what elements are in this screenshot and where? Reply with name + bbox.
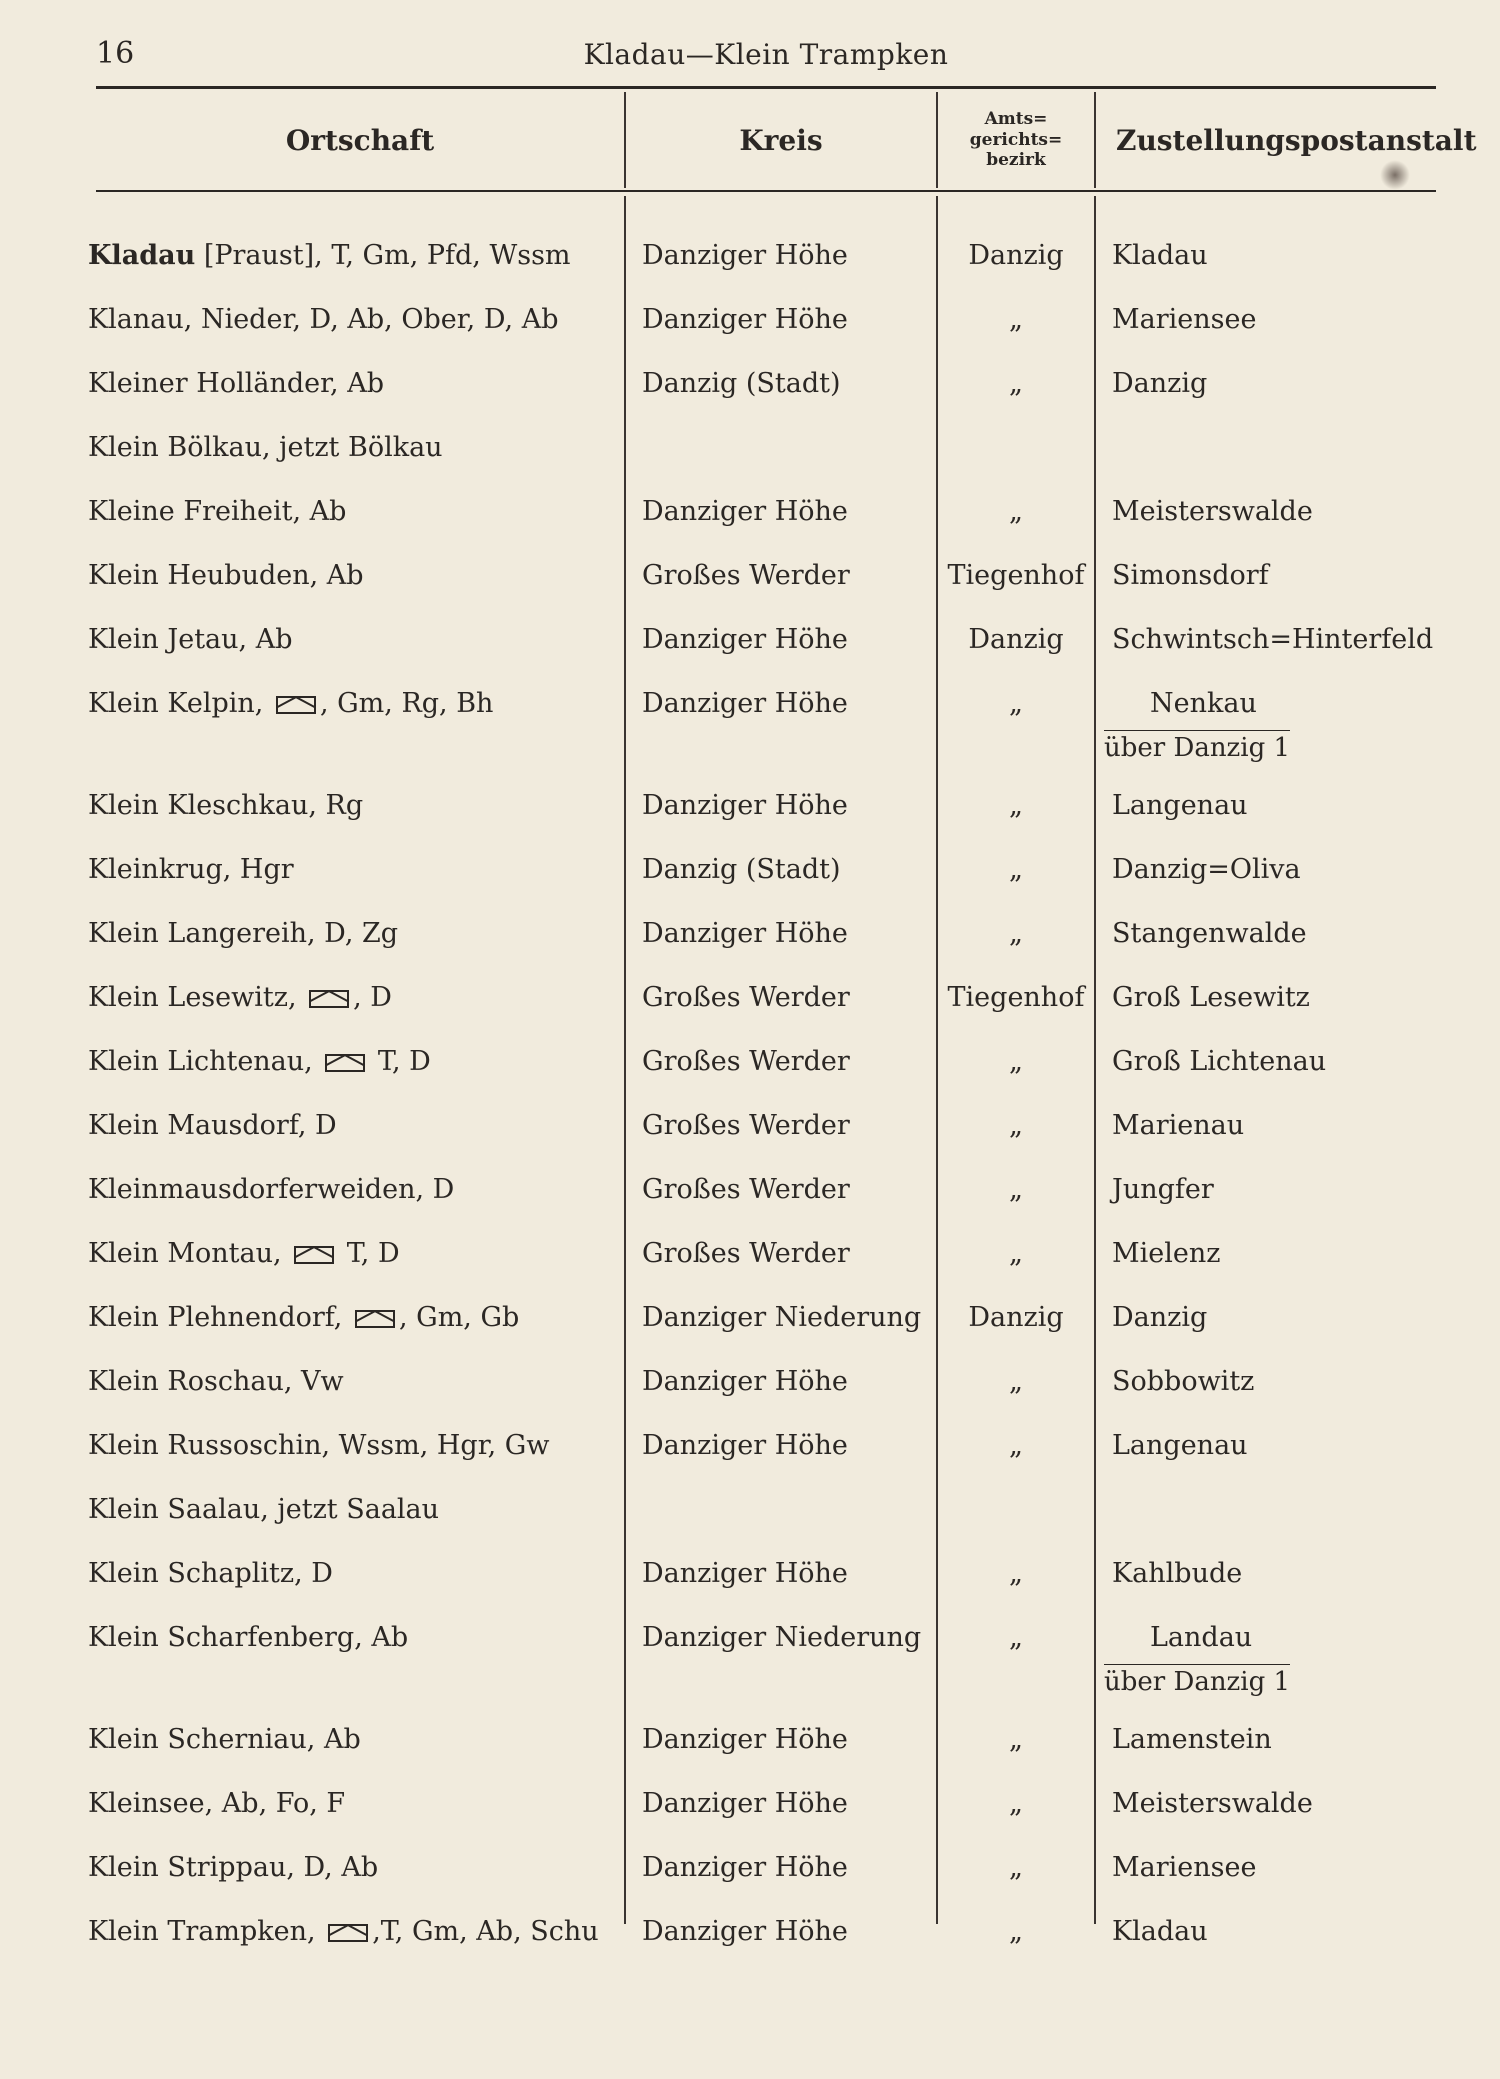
zustellung-cell: Langenau — [1112, 790, 1248, 821]
table-row — [0, 1294, 1500, 1356]
zustellung-cell: Groß Lesewitz — [1112, 982, 1310, 1013]
zustellung-cell: Nenkau — [1150, 688, 1257, 719]
ortschaft-cell: Klein Jetau, Ab — [88, 624, 293, 655]
table-row — [0, 1550, 1500, 1612]
amts-cell: „ — [1009, 1366, 1023, 1397]
ortschaft-text: T, D — [369, 1046, 431, 1077]
table-row — [0, 782, 1500, 844]
kreis-cell: Großes Werder — [642, 1046, 850, 1077]
ortschaft-text: Klein Montau, — [88, 1238, 291, 1269]
kreis-cell: Danziger Niederung — [642, 1302, 922, 1333]
ortschaft-cell: Klein Scherniau, Ab — [88, 1724, 361, 1755]
kreis-cell: Danziger Höhe — [642, 624, 848, 655]
amts-cell: „ — [1009, 1788, 1023, 1819]
amts-cell: „ — [1009, 1046, 1023, 1077]
ortschaft-text: Klein Plehnendorf, — [88, 1302, 351, 1333]
amts-cell: „ — [1009, 854, 1023, 885]
kreis-cell: Großes Werder — [642, 1238, 850, 1269]
table-row — [0, 1716, 1500, 1778]
ortschaft-cell: Klein Russoschin, Wssm, Hgr, Gw — [88, 1430, 550, 1461]
ink-smudge — [1380, 160, 1410, 190]
zustellung-cell: Simonsdorf — [1112, 560, 1269, 591]
amts-cell: „ — [1009, 1916, 1023, 1947]
table-row — [0, 910, 1500, 972]
zustellung-cell: Jungfer — [1112, 1174, 1214, 1205]
zustellung-cell: Groß Lichtenau — [1112, 1046, 1327, 1077]
letterbox-icon — [294, 1246, 334, 1264]
zustellung-cell: Danzig — [1112, 368, 1208, 399]
kreis-cell: Danziger Höhe — [642, 1724, 848, 1755]
ortschaft-cell: Klein Kleschkau, Rg — [88, 790, 364, 821]
ortschaft-name: Kladau — [88, 240, 196, 271]
kreis-cell: Großes Werder — [642, 1174, 850, 1205]
kreis-cell: Danzig (Stadt) — [642, 854, 841, 885]
ortschaft-cell — [88, 982, 618, 1013]
page-header — [96, 36, 1436, 76]
ortschaft-text: T, D — [338, 1238, 400, 1269]
column-header-rule — [96, 190, 1436, 192]
amts-cell: „ — [1009, 1724, 1023, 1755]
ortschaft-cell: Klein Strippau, D, Ab — [88, 1852, 379, 1883]
table-row — [0, 424, 1500, 486]
amts-cell: Tiegenhof — [947, 982, 1085, 1013]
ortschaft-text: , Gm, Gb — [398, 1302, 520, 1333]
table-row — [0, 974, 1500, 1036]
letterbox-icon — [355, 1310, 395, 1328]
letterbox-icon — [276, 696, 316, 714]
table-row — [0, 1908, 1500, 1970]
ortschaft-cell: Kleinsee, Ab, Fo, F — [88, 1788, 346, 1819]
ortschaft-text: Klein Kelpin, — [88, 688, 272, 719]
column-header-amts-line: Amts= — [984, 109, 1048, 130]
table-row — [0, 488, 1500, 550]
ortschaft-cell: Kleinmausdorferweiden, D — [88, 1174, 455, 1205]
kreis-cell: Danziger Höhe — [642, 1852, 848, 1883]
table-row — [0, 1166, 1500, 1228]
kreis-cell: Großes Werder — [642, 1110, 850, 1141]
table-row — [0, 1038, 1500, 1100]
zustellung-cell: Sobbowitz — [1112, 1366, 1255, 1397]
ortschaft-cell: Klein Langereih, D, Zg — [88, 918, 399, 949]
ortschaft-cell: Klein Roschau, Vw — [88, 1366, 344, 1397]
kreis-cell: Danziger Höhe — [642, 1430, 848, 1461]
amts-cell: „ — [1009, 1238, 1023, 1269]
zustellung-cell: Meisterswalde — [1112, 1788, 1313, 1819]
column-header-amts-line: gerichts= — [969, 129, 1063, 150]
table-row — [0, 1486, 1500, 1548]
zustellung-cell: Landau — [1150, 1622, 1253, 1653]
kreis-cell: Danziger Höhe — [642, 1788, 848, 1819]
table-row — [0, 1358, 1500, 1420]
kreis-cell: Danziger Niederung — [642, 1622, 922, 1653]
amts-cell: „ — [1009, 368, 1023, 399]
kreis-cell: Danziger Höhe — [642, 1558, 848, 1589]
amts-cell: Danzig — [968, 240, 1064, 271]
ortschaft-text: Klein Lesewitz, — [88, 982, 306, 1013]
table-row — [0, 680, 1500, 763]
column-header-kreis: Kreis — [739, 123, 823, 157]
ortschaft-cell: Kleinkrug, Hgr — [88, 854, 294, 885]
zustellung-cell: Danzig=Oliva — [1112, 854, 1301, 885]
column-header-ortschaft: Ortschaft — [285, 123, 435, 157]
ortschaft-cell: Klein Heubuden, Ab — [88, 560, 364, 591]
amts-cell: „ — [1009, 688, 1023, 719]
table-row — [0, 1102, 1500, 1164]
ortschaft-cell — [88, 688, 618, 719]
amts-cell: „ — [1009, 1110, 1023, 1141]
ortschaft-cell: Klein Bölkau, jetzt Bölkau — [88, 432, 443, 463]
ortschaft-cell — [88, 1238, 618, 1269]
zustellung-cell: Marienau — [1112, 1110, 1245, 1141]
ortschaft-cell — [88, 1916, 618, 1947]
ortschaft-cell: Klein Mausdorf, D — [88, 1110, 337, 1141]
zustellung-cell: Langenau — [1112, 1430, 1248, 1461]
table-row — [0, 296, 1500, 358]
letterbox-icon — [325, 1054, 365, 1072]
amts-cell: Danzig — [968, 624, 1064, 655]
column-header-amtsgerichtsbezirk — [938, 92, 1094, 188]
table-row — [0, 552, 1500, 614]
column-header-zustellungspostanstalt: Zustellungspostanstalt — [1116, 123, 1477, 157]
ortschaft-text: Klein Trampken, — [88, 1916, 325, 1947]
table-row — [0, 1844, 1500, 1906]
zustellung-cell: Kahlbude — [1112, 1558, 1243, 1589]
amts-cell: „ — [1009, 1430, 1023, 1461]
ortschaft-cell: Klein Schaplitz, D — [88, 1558, 333, 1589]
ortschaft-cell: Klein Saalau, jetzt Saalau — [88, 1494, 440, 1525]
zustellung-cell: Kladau — [1112, 240, 1208, 271]
kreis-cell: Danziger Höhe — [642, 918, 848, 949]
ortschaft-text: , D — [353, 982, 392, 1013]
running-title: Kladau—Klein Trampken — [583, 38, 949, 71]
table-row — [0, 1422, 1500, 1484]
amts-cell: „ — [1009, 1558, 1023, 1589]
zustellung-cell: Mariensee — [1112, 1852, 1257, 1883]
zustellung-note: über Danzig 1 — [1104, 730, 1290, 763]
ortschaft-cell — [88, 1302, 618, 1333]
amts-cell: „ — [1009, 1174, 1023, 1205]
zustellung-cell: Lamenstein — [1112, 1724, 1272, 1755]
zustellung-cell: Meisterswalde — [1112, 496, 1313, 527]
table-row — [0, 616, 1500, 678]
ortschaft-cell: Kleine Freiheit, Ab — [88, 496, 347, 527]
table-row — [0, 360, 1500, 422]
zustellung-cell: Mariensee — [1112, 304, 1257, 335]
kreis-cell: Danziger Höhe — [642, 1366, 848, 1397]
ortschaft-cell: Kleiner Holländer, Ab — [88, 368, 384, 399]
table-row — [0, 1230, 1500, 1292]
zustellung-cell: Danzig — [1112, 1302, 1208, 1333]
ortschaft-text: Klein Lichtenau, — [88, 1046, 322, 1077]
amts-cell: Danzig — [968, 1302, 1064, 1333]
kreis-cell: Großes Werder — [642, 982, 850, 1013]
table-row — [0, 1780, 1500, 1842]
zustellung-cell: Stangenwalde — [1112, 918, 1307, 949]
amts-cell: „ — [1009, 790, 1023, 821]
kreis-cell: Danziger Höhe — [642, 1916, 848, 1947]
zustellung-note: über Danzig 1 — [1104, 1664, 1290, 1697]
amts-cell: „ — [1009, 1852, 1023, 1883]
zustellung-cell: Kladau — [1112, 1916, 1208, 1947]
column-header-amts-line: bezirk — [986, 150, 1046, 171]
page-number: 16 — [96, 36, 135, 71]
amts-cell: „ — [1009, 304, 1023, 335]
amts-cell: „ — [1009, 496, 1023, 527]
header-rule — [96, 86, 1436, 89]
kreis-cell: Danziger Höhe — [642, 496, 848, 527]
zustellung-cell: Schwintsch=Hinterfeld — [1112, 624, 1434, 655]
table-row — [0, 232, 1500, 294]
ortschaft-cell: Klein Scharfenberg, Ab — [88, 1622, 409, 1653]
ortschaft-text: , Gm, Rg, Bh — [319, 688, 494, 719]
kreis-cell: Großes Werder — [642, 560, 850, 591]
amts-cell: Tiegenhof — [947, 560, 1085, 591]
kreis-cell: Danziger Höhe — [642, 790, 848, 821]
ortschaft-text: ,T, Gm, Ab, Schu — [372, 1916, 599, 1947]
table-row — [0, 1614, 1500, 1697]
amts-cell: „ — [1009, 918, 1023, 949]
table-row — [0, 846, 1500, 908]
zustellung-cell: Mielenz — [1112, 1238, 1221, 1269]
letterbox-icon — [309, 990, 349, 1008]
kreis-cell: Danziger Höhe — [642, 240, 848, 271]
ortschaft-cell — [88, 1046, 618, 1077]
ortschaft-details: [Praust], T, Gm, Pfd, Wssm — [195, 240, 571, 271]
amts-cell: „ — [1009, 1622, 1023, 1653]
kreis-cell: Danziger Höhe — [642, 688, 848, 719]
ortschaft-cell — [88, 240, 618, 271]
kreis-cell: Danzig (Stadt) — [642, 368, 841, 399]
letterbox-icon — [328, 1924, 368, 1942]
kreis-cell: Danziger Höhe — [642, 304, 848, 335]
ortschaft-cell: Klanau, Nieder, D, Ab, Ober, D, Ab — [88, 304, 559, 335]
